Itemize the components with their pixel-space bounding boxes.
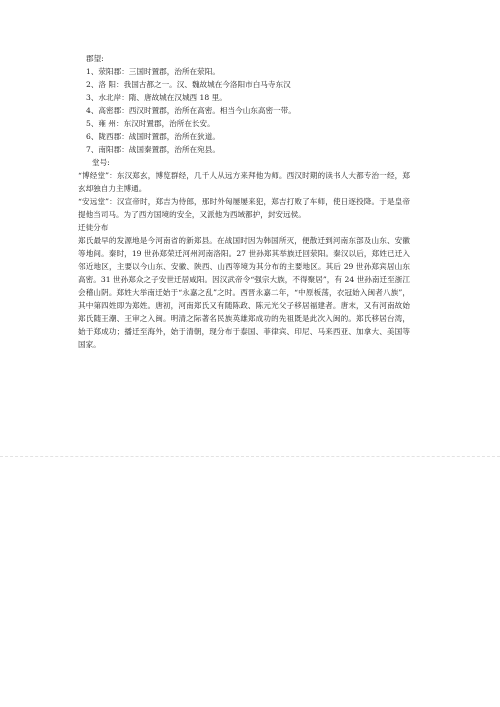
tanghao-paragraph: “博经堂”：东汉郑玄，博览群经，几千人从远方来拜他为师。西汉时期的读书人大都专治一经，郑玄却独自力主博通。 (78, 171, 410, 193)
junwang-item: 1、荥阳郡：三国时置郡，治所在荥阳。 (86, 67, 220, 76)
migration-paragraph: 郑氏最早的发源地是今河南省的新郑县。在战国时因为韩国所灭，便散迁到河南东部及山东、安徽等地间。秦时，19 世孙郑荣迁河州河南洛阳。27 世孙郑其举族迁回荥阳。秦汉以后，郑姓已迁入邻近地区，主要以今山东、安徽、陕西、山西等境为其分布的主要地区。其后 29 世孙郑宾居山东高密。31 世孙郑众之子安世迁居咸阳。因汉武帝令“强宗大族，不得聚居”，有 24 世孙南迁至浙江会稽山阴。郑姓大举南迁始于“永嘉之乱”之时。西晋永嘉二年，“中原板荡，衣冠始入闽者八族”，其中第四姓即为郑姓。唐初，河南郑氏又有随陈政、陈元光父子移居福建者。唐末，又有河南故始郑氏随王潮、王审之入闽。明清之际著名民族英雄郑成功的先祖既是此次入闽的。郑氏移居台湾，始于郑成功；播迁至海外，始于清朝，现分布于泰国、菲律宾、印尼、马来西亚、加拿大、美国等国家。 (78, 236, 410, 349)
junwang-item: 2、洛 阳：我国古都之一。汉、魏故城在今洛阳市白马寺东汉 (86, 80, 291, 89)
junwang-item: 3、水北岸：隋、唐故城在汉城西 18 里。 (86, 93, 227, 102)
page-divider (0, 456, 500, 457)
junwang-item: 4、高密郡：西汉时置郡，治所在高密。相当今山东高密一带。 (86, 106, 296, 115)
junwang-item: 7、南阳郡：战国秦置郡，治所在宛县。 (86, 145, 220, 154)
tanghao-heading: 堂号: (92, 158, 110, 167)
document-body (78, 52, 410, 351)
migration-heading: 迁徙分布 (78, 223, 109, 232)
tanghao-paragraph: “安远堂”：汉宣帝时，郑吉为侍郎，那时外匈屡屡来犯，郑吉打败了车师，使日逐投降。于是皇帝提他当司马。为了西方国境的安全，又派他为西域都护，封安远侯。 (78, 197, 410, 219)
junwang-item: 5、雍 州：东汉时置郡，治所在长安。 (86, 119, 215, 128)
junwang-heading: 郡望: (86, 54, 104, 63)
junwang-item: 6、陇西郡：战国时置郡，治所在狄道。 (86, 132, 220, 141)
